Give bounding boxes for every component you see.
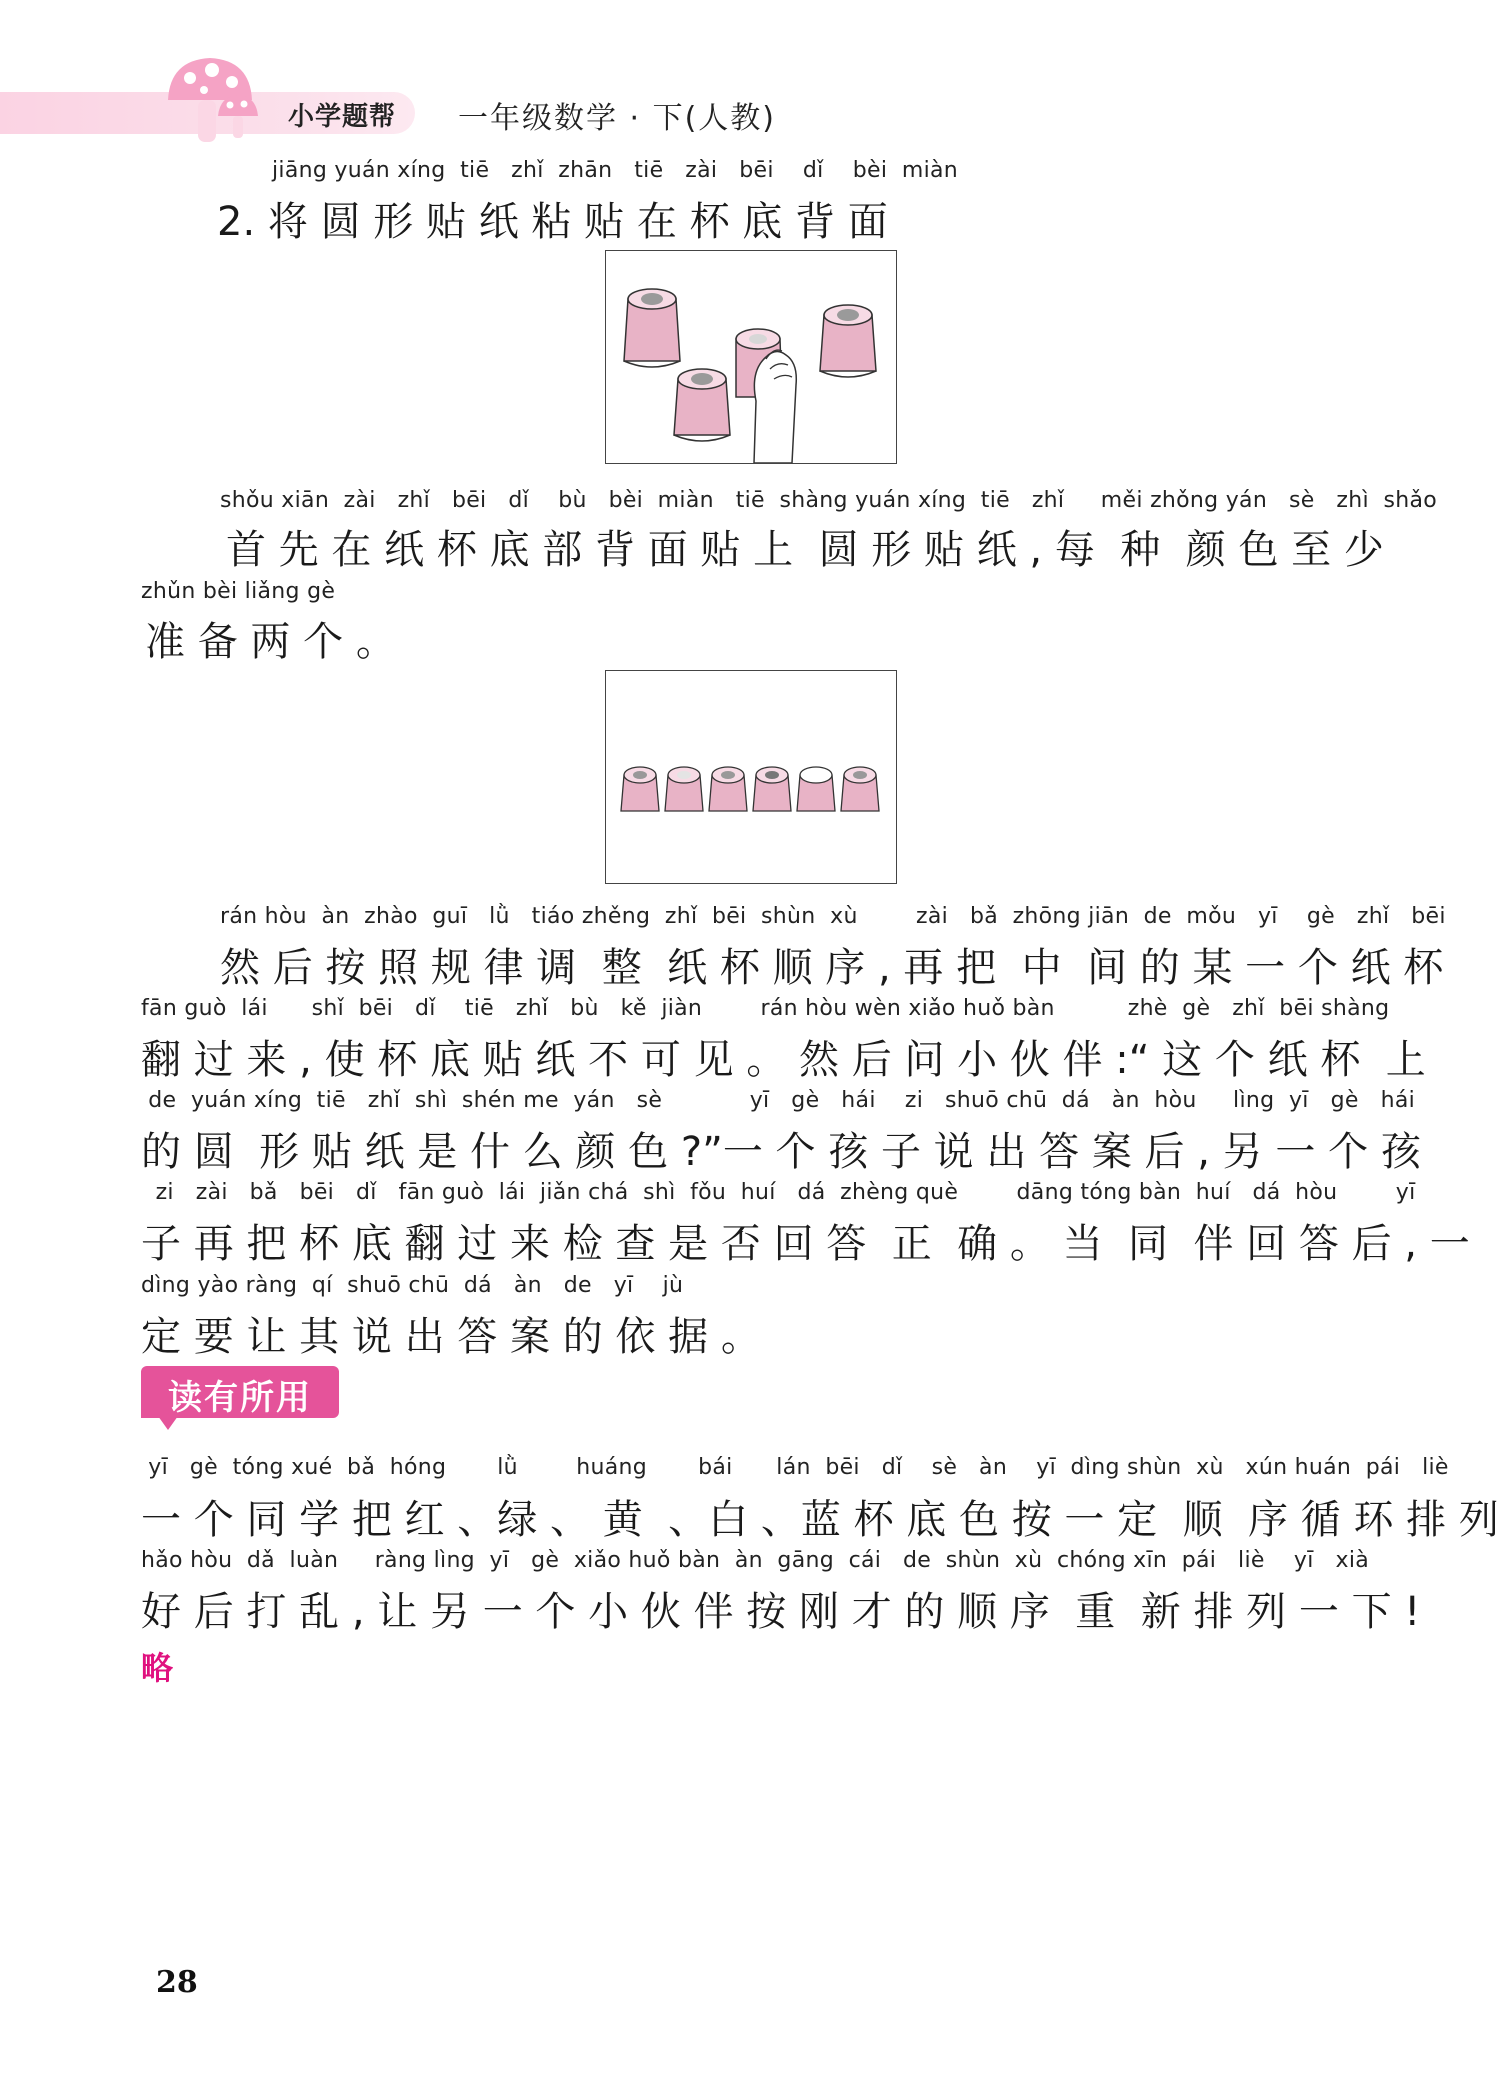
illustration-cup-row [605,670,897,884]
step2-heading: 2. 将 圆 形 贴 纸 粘 贴 在 杯 底 背 面 [217,199,888,245]
para2-line5-text: 定 要 让 其 说 出 答 案 的 依 据 。 [141,1314,761,1360]
header-brand: 小学题帮 [288,102,397,132]
para1-line2-pinyin: zhǔn bèi liǎng gè [141,579,336,604]
section-tag-label: 读有所用 [168,1378,312,1418]
para2-line1-text: 然 后 按 照 规 律 调 整 纸 杯 顺 序 , 再 把 中 间 的 某 一 个 纸 杯 [220,945,1444,991]
para2-line1-pinyin: rán hòu àn zhào guī lǜ tiáo zhěng zhǐ bēi shùn xù zài bǎ zhōng jiān de mǒu yī gè zhǐ bēi [220,904,1446,929]
paper-cup-icon [624,289,680,367]
task-line1-text: 一 个 同 学 把 红 、绿 、 黄 、白 、蓝 杯 底 色 按 一 定 顺 序 循 环 排 列 [141,1497,1499,1543]
mushroom-logo-icon [160,52,260,148]
answer-omitted: 略 [141,1649,174,1687]
para1-line2-text: 准 备 两 个 。 [145,619,396,665]
paper-cup-icon [621,767,659,811]
task-line2-pinyin: hǎo hòu dǎ luàn ràng lìng yī gè xiǎo huǒ bàn àn gāng cái de shùn xù chóng xīn pái liè yī xià [141,1548,1370,1573]
para1-line1-text: 首 先 在 纸 杯 底 部 背 面 贴 上 圆 形 贴 纸 , 每 种 颜 色 至 少 [226,527,1384,573]
paper-cup-icon [753,767,791,811]
para1-line1-pinyin: shǒu xiān zài zhǐ bēi dǐ bù bèi miàn tiē shàng yuán xíng tiē zhǐ měi zhǒng yán sè zhì shǎo [220,488,1438,513]
para2-line5-pinyin: dìng yào ràng qí shuō chū dá àn de yī jù [141,1273,684,1298]
para2-line2-text: 翻 过 来 , 使 杯 底 贴 纸 不 可 见 。 然 后 问 小 伙 伴 :“ 这 个 纸 杯 上 [141,1037,1426,1083]
para2-line4-pinyin: zi zài bǎ bēi dǐ fān guò lái jiǎn chá shì fǒu huí dá zhèng què dāng tóng bàn huí dá hòu yī [141,1180,1416,1205]
task-line2-text: 好 后 打 乱 , 让 另 一 个 小 伙 伴 按 刚 才 的 顺 序 重 新 排 列 一 下 ! [141,1589,1421,1635]
hand-icon [754,350,796,463]
para2-line3-text: 的 圆 形 贴 纸 是 什 么 颜 色 ?”一 个 孩 子 说 出 答 案 后 , 另 一 个 孩 [141,1129,1421,1175]
paper-cup-icon [674,369,730,441]
step2-pinyin: jiāng yuán xíng tiē zhǐ zhān tiē zài bēi dǐ bèi miàn [272,158,959,183]
paper-cup-icon [820,305,876,377]
page-number: 28 [156,1965,198,2000]
paper-cup-icon [665,767,703,811]
paper-cup-icon [841,767,879,811]
task-line1-pinyin: yī gè tóng xué bǎ hóng lǜ huáng bái lán bēi dǐ sè àn yī dìng shùn xù xún huán pái liè [141,1455,1449,1480]
paper-cup-icon [709,767,747,811]
para2-line2-pinyin: fān guò lái shǐ bēi dǐ tiē zhǐ bù kě jiàn rán hòu wèn xiǎo huǒ bàn zhè gè zhǐ bēi shàng [141,996,1390,1021]
illustration-placing-stickers [605,250,897,464]
header-subtitle: 一年级数学 · 下(人教) [458,101,777,136]
para2-line4-text: 子 再 把 杯 底 翻 过 来 检 查 是 否 回 答 正 确 。 当 同 伴 回 答 后 , 一 [141,1221,1470,1267]
para2-line3-pinyin: de yuán xíng tiē zhǐ shì shén me yán sè yī gè hái zi shuō chū dá àn hòu lìng yī gè hái [141,1088,1416,1113]
paper-cup-icon [797,767,835,811]
